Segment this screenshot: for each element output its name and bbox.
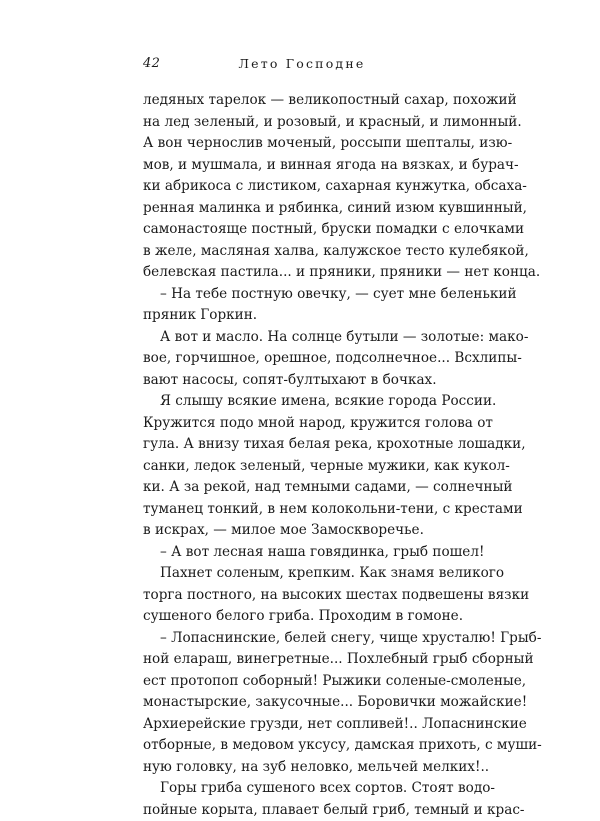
text-line: Горы гриба сушеного всех сортов. Стоят водо- bbox=[143, 778, 461, 800]
paragraph bbox=[143, 628, 461, 779]
paragraph bbox=[143, 284, 461, 327]
text-line: санки, ледок зеленый, черные мужики, как кукол- bbox=[143, 456, 461, 478]
paragraph bbox=[143, 778, 461, 821]
text-line: в желе, масляная халва, калужское тесто кулебякой, bbox=[143, 241, 461, 263]
paragraph bbox=[143, 90, 461, 284]
paragraph bbox=[143, 542, 461, 564]
paragraph bbox=[143, 327, 461, 392]
text-line: пойные корыта, плавает белый гриб, темный и крас- bbox=[143, 800, 461, 821]
text-line: ест протопоп соборный! Рыжики соленые-смоленые, bbox=[143, 671, 461, 693]
text-line: в искрах, — милое мое Замоскворечье. bbox=[143, 520, 461, 542]
text-line: монастырские, закусочные... Боровички можайские! bbox=[143, 692, 461, 714]
text-line: сушеного белого гриба. Проходим в гомоне. bbox=[143, 606, 461, 628]
running-title: Лето Господне bbox=[143, 54, 461, 74]
paragraph bbox=[143, 563, 461, 628]
text-line: отборные, в медовом уксусу, дамская прихоть, с муши- bbox=[143, 735, 461, 757]
text-line: А вон чернослив моченый, россыпи шепталы, изю- bbox=[143, 133, 461, 155]
text-line: Архиерейские грузди, нет сопливей!.. Лопаснинские bbox=[143, 714, 461, 736]
text-line: – На тебе постную овечку, — сует мне беленький bbox=[143, 284, 461, 306]
text-line: белевская пастила... и пряники, пряники — нет конца. bbox=[143, 262, 461, 284]
text-line: ную головку, на зуб неловко, мельчей мелких!.. bbox=[143, 757, 461, 779]
text-line: А вот и масло. На солнце бутыли — золотые: мако- bbox=[143, 327, 461, 349]
text-line: пряник Горкин. bbox=[143, 305, 461, 327]
text-line: ледяных тарелок — великопостный сахар, похожий bbox=[143, 90, 461, 112]
paragraph bbox=[143, 391, 461, 542]
text-line: ренная малинка и рябинка, синий изюм кувшинный, bbox=[143, 198, 461, 220]
text-line: туманец тонкий, в нем колокольни-тени, с крестами bbox=[143, 499, 461, 521]
text-line: ной елараш, винегретные... Похлебный грыб сборный bbox=[143, 649, 461, 671]
text-line: Пахнет соленым, крепким. Как знамя великого bbox=[143, 563, 461, 585]
text-line: Кружится подо мной народ, кружится голова от bbox=[143, 413, 461, 435]
page-number: 42 bbox=[143, 54, 160, 74]
body-text bbox=[143, 90, 461, 821]
text-line: вое, горчишное, орешное, подсолнечное... Всхлипы- bbox=[143, 348, 461, 370]
text-line: торга постного, на высоких шестах подвешены вязки bbox=[143, 585, 461, 607]
text-line: ки абрикоса с листиком, сахарная кунжутка, обсаха- bbox=[143, 176, 461, 198]
text-line: ки. А за рекой, над темными садами, — солнечный bbox=[143, 477, 461, 499]
text-line: мов, и мушмала, и винная ягода на вязках, и бурач- bbox=[143, 155, 461, 177]
text-line: – А вот лесная наша говядинка, грыб пошел! bbox=[143, 542, 461, 564]
text-line: – Лопаснинские, белей снегу, чище хрусталю! Грыб- bbox=[143, 628, 461, 650]
text-line: гула. А внизу тихая белая река, крохотные лошадки, bbox=[143, 434, 461, 456]
text-line: самонастояще постный, бруски помадки с елочками bbox=[143, 219, 461, 241]
text-line: Я слышу всякие имена, всякие города России. bbox=[143, 391, 461, 413]
text-line: вают насосы, сопят-бултыхают в бочках. bbox=[143, 370, 461, 392]
page-header bbox=[143, 54, 461, 74]
text-line: на лед зеленый, и розовый, и красный, и лимонный. bbox=[143, 112, 461, 134]
